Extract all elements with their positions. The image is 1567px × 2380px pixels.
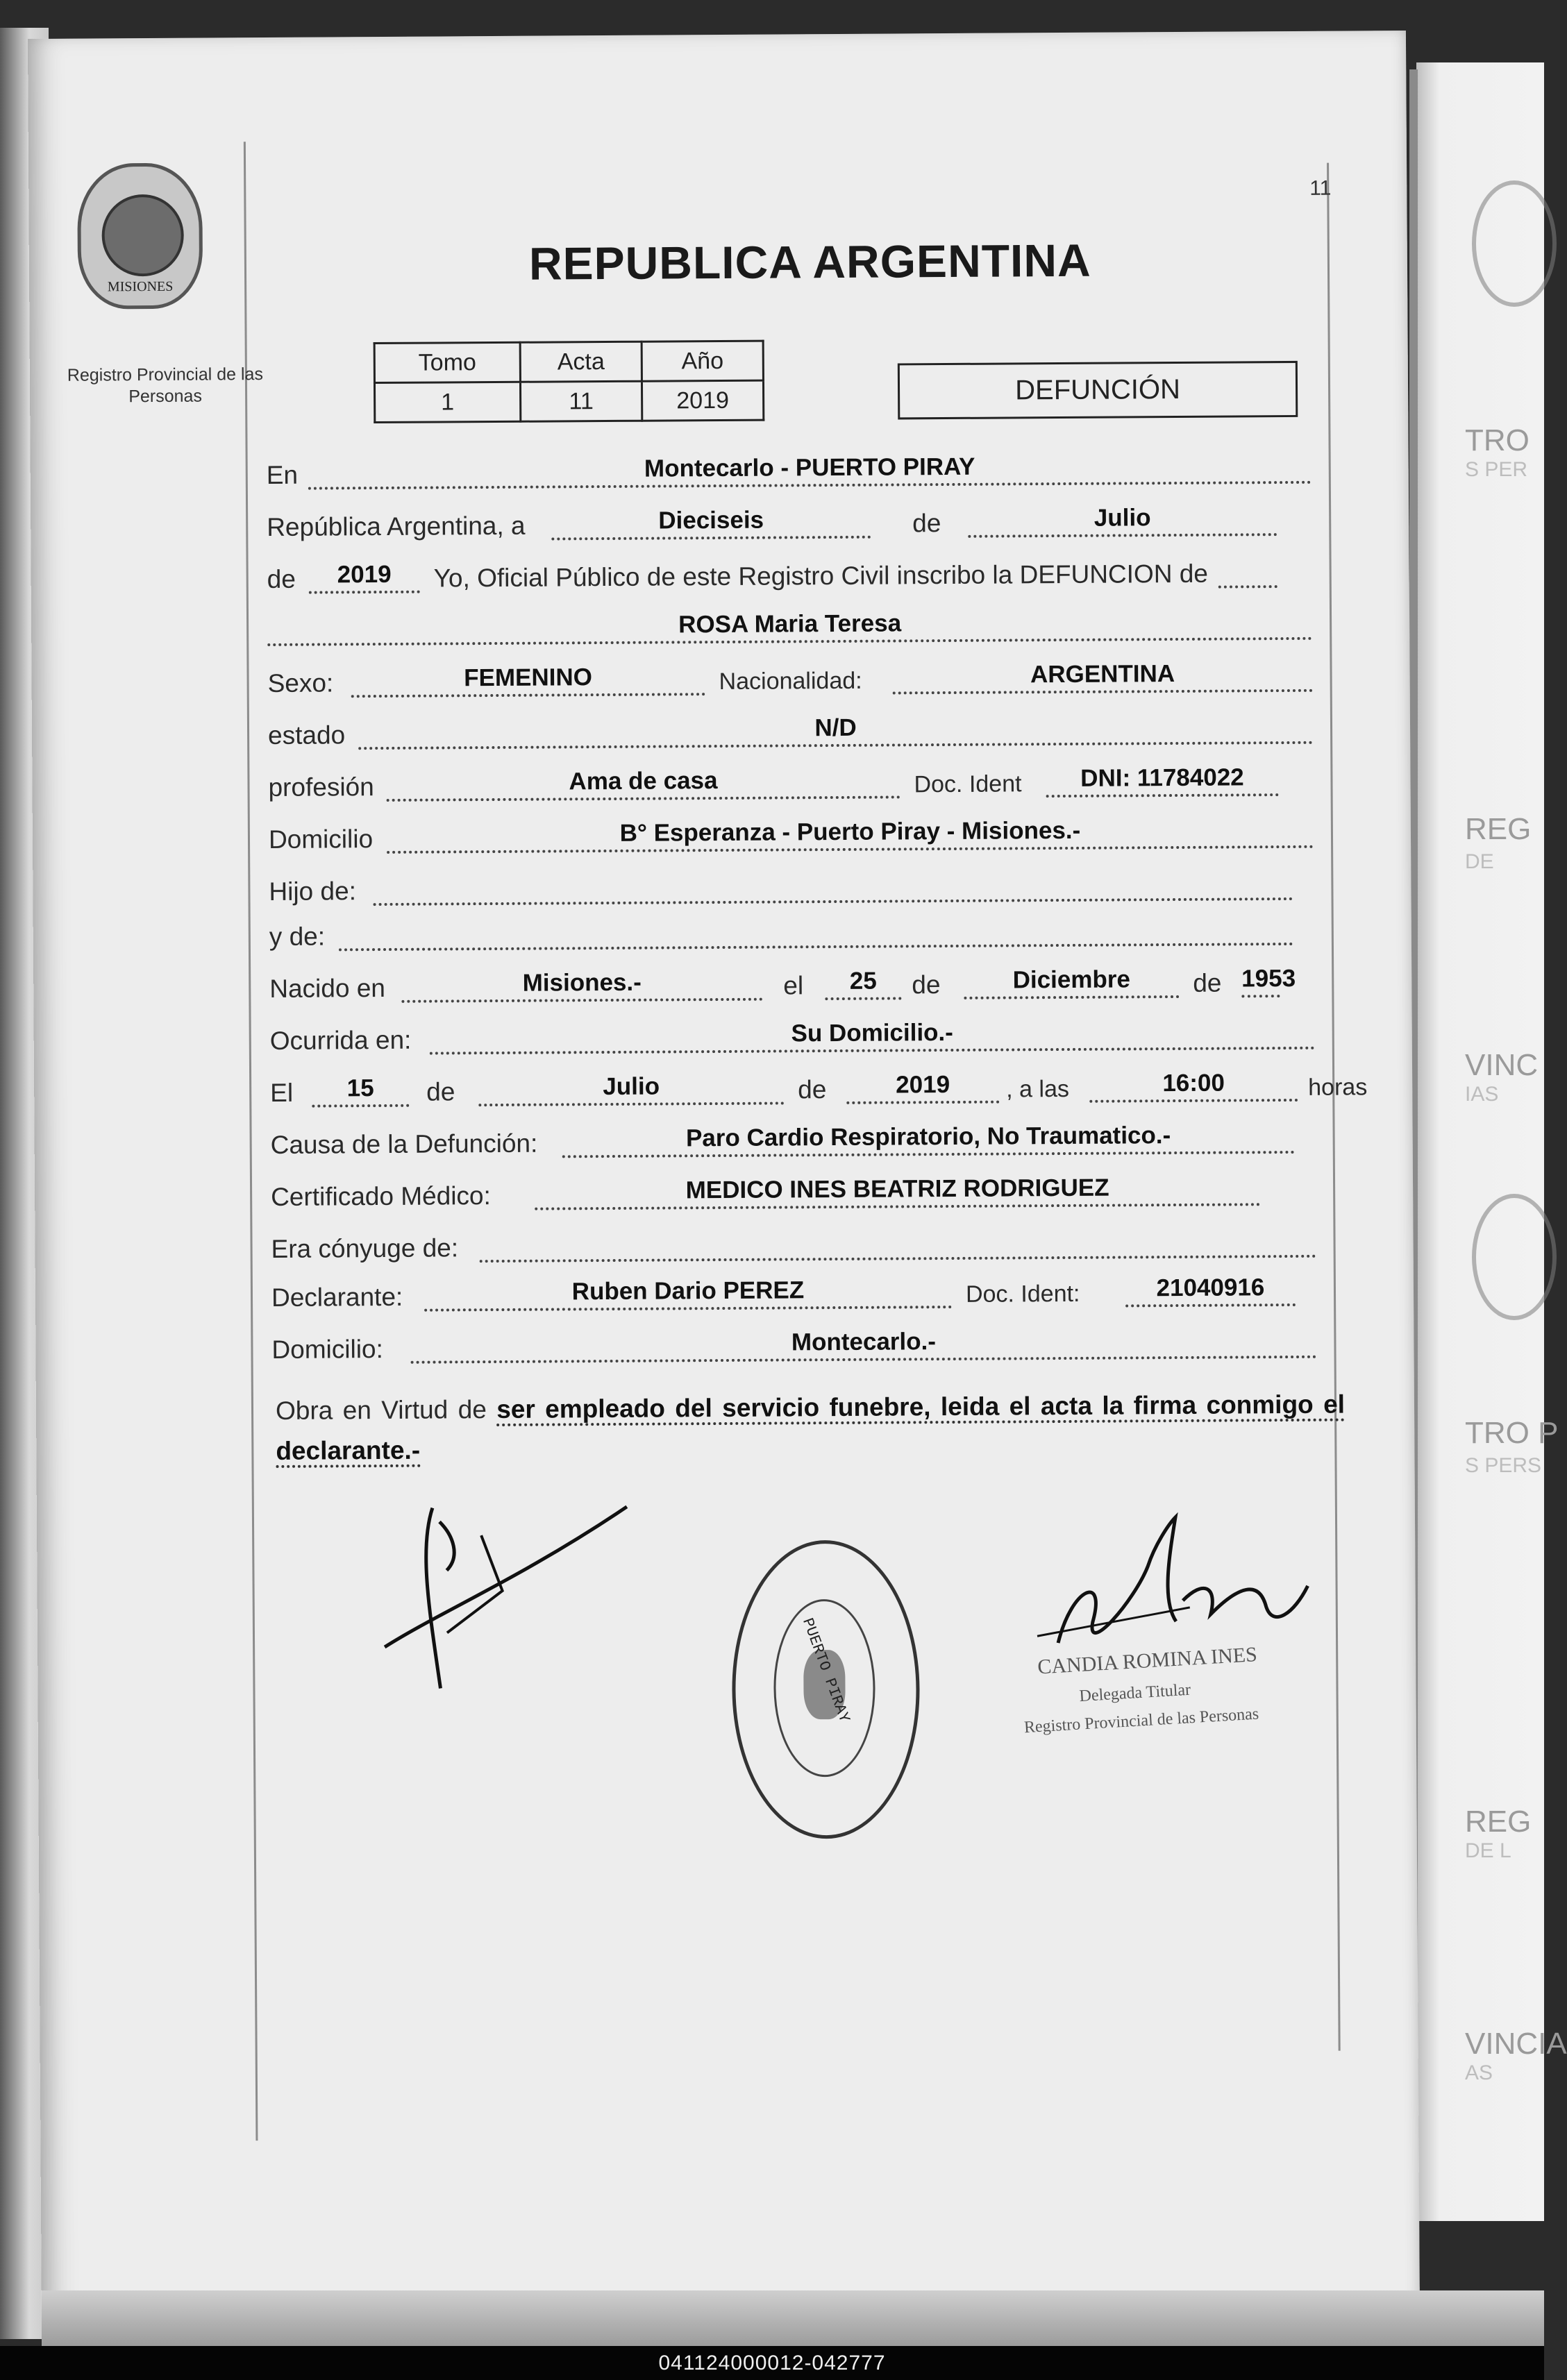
field-nacionalidad: ARGENTINA <box>892 657 1312 695</box>
field-death-year: 2019 <box>846 1069 999 1104</box>
row-domicilio2 <box>271 1315 1316 1370</box>
row-nacido <box>269 954 1314 1009</box>
page-number: 11 <box>1309 176 1332 200</box>
label-de: de <box>798 1075 827 1104</box>
province-coat-of-arms-icon <box>77 163 203 310</box>
field-hijo <box>373 866 1293 906</box>
certificate-page <box>28 31 1420 2329</box>
official-office: Registro Provincial de las Personas <box>1023 1705 1259 1737</box>
label-republica: República Argentina, a <box>267 511 526 542</box>
field-month: Julio <box>968 501 1277 538</box>
declarant-signature <box>342 1493 635 1703</box>
row-declarante <box>271 1263 1316 1318</box>
official-stamp <box>731 1539 921 1839</box>
coat-of-arms-emblem <box>101 194 184 277</box>
document-id: 041124000012-042777 <box>658 2352 886 2374</box>
label-en: En <box>266 460 299 490</box>
record-type-box: DEFUNCIÓN <box>898 361 1298 420</box>
row-estado <box>268 701 1313 756</box>
row-death-date <box>270 1058 1368 1113</box>
document-title: REPUBLICA ARGENTINA <box>528 234 1091 289</box>
margin-line-left <box>244 142 258 2141</box>
field-nacido: Misiones.- <box>401 966 762 1003</box>
label-horas: horas <box>1308 1074 1368 1101</box>
field-declarante-doc: 21040916 <box>1125 1272 1296 1307</box>
row-conyuge <box>271 1215 1316 1269</box>
field-day: Dieciseis <box>551 504 871 541</box>
under-page-text: VINCIA <box>1465 2027 1567 2061</box>
under-page-text: DE <box>1465 850 1494 873</box>
field-year: 2019 <box>309 559 420 594</box>
official-title: Delegada Titular <box>1078 1680 1191 1706</box>
field-domicilio: B° Esperanza - Puerto Piray - Misiones.- <box>387 813 1314 854</box>
registry-label: Registro Provincial de las Personas <box>67 364 264 407</box>
label-yde: y de: <box>269 922 326 951</box>
label-de: de <box>912 970 941 999</box>
record-table-header: Año <box>642 341 763 381</box>
record-table <box>374 340 765 423</box>
field-birth-year: 1953 <box>1241 963 1280 997</box>
obra-value: ser empleado del servicio funebre, leida el acta la firma conmigo el declarante.- <box>276 1390 1345 1468</box>
under-page-text: DE L <box>1465 1839 1511 1862</box>
row-ocurrida <box>270 1006 1315 1061</box>
stamp-center-text: PUERTO PIRAY <box>798 1615 853 1725</box>
label-certificado: Certificado Médico: <box>271 1181 491 1211</box>
label-nacido: Nacido en <box>269 973 386 1003</box>
obra-paragraph <box>276 1385 1346 1471</box>
row-profesion <box>268 753 1313 808</box>
field-sexo: FEMENINO <box>351 661 705 698</box>
record-table-cell: 1 <box>374 382 520 422</box>
row-certificado <box>271 1163 1316 1217</box>
label-nacionalidad: Nacionalidad: <box>719 667 862 695</box>
row-en <box>267 441 1312 496</box>
label-el: el <box>783 971 804 1000</box>
record-table-cell: 11 <box>520 381 642 421</box>
label-domicilio: Domicilio <box>268 825 374 854</box>
row-sexo <box>267 649 1312 704</box>
label-declarante: Declarante: <box>271 1282 403 1312</box>
row-date <box>267 493 1312 548</box>
field-ocurrida: Su Domicilio.- <box>430 1015 1315 1055</box>
row-domicilio <box>269 805 1314 860</box>
field-doc-ident: DNI: 11784022 <box>1046 761 1278 797</box>
label-de: de <box>1193 968 1222 997</box>
margin-line-right <box>1327 163 1341 2051</box>
under-page-logo-icon <box>1472 1194 1557 1320</box>
under-page-text: IAS <box>1465 1083 1499 1106</box>
field-death-time: 16:00 <box>1089 1067 1298 1103</box>
under-page-text: S PER <box>1465 458 1528 481</box>
field-domicilio2: Montecarlo.- <box>410 1324 1316 1364</box>
label-estado: estado <box>267 720 346 750</box>
under-page-text: REG <box>1465 1805 1532 1839</box>
row-oficial <box>267 545 1312 600</box>
record-table-header: Acta <box>520 341 642 382</box>
row-yde <box>269 902 1314 957</box>
label-causa: Causa de la Defunción: <box>270 1129 538 1159</box>
field-death-month: Julio <box>478 1070 784 1106</box>
under-page-text: AS <box>1465 2061 1493 2084</box>
under-page-logo-icon <box>1472 180 1557 307</box>
label-hijo: Hijo de: <box>269 877 357 906</box>
field-profesion: Ama de casa <box>386 763 900 802</box>
label-conyuge: Era cónyuge de: <box>271 1233 459 1263</box>
book-bottom-edge <box>42 2290 1544 2346</box>
label-de: de <box>912 509 941 538</box>
label-doc-ident: Doc. Ident: <box>965 1280 1080 1308</box>
underlying-page <box>1416 62 1567 2221</box>
label-ocurrida: Ocurrida en: <box>269 1025 412 1055</box>
under-page-text: VINC <box>1465 1048 1539 1082</box>
record-table-header: Tomo <box>374 342 520 382</box>
under-page-text: REG <box>1465 812 1532 846</box>
under-page-text: S PERS <box>1465 1454 1542 1477</box>
field-death-day: 15 <box>312 1072 409 1108</box>
field-yde <box>339 911 1293 951</box>
field-blank <box>1218 553 1277 589</box>
under-page-text: TRO <box>1465 423 1530 457</box>
under-page-text: TRO P <box>1465 1416 1559 1450</box>
oficial-text: Yo, Oficial Público de este Registro Civil inscribo la DEFUNCION de <box>433 559 1209 593</box>
field-birth-day: 25 <box>825 965 901 1000</box>
obra-prefix: Obra en Virtud de <box>275 1395 487 1425</box>
label-doc-ident: Doc. Ident <box>914 770 1022 798</box>
field-causa: Paro Cardio Respiratorio, No Traumatico.- <box>562 1119 1294 1158</box>
label-de: de <box>267 564 296 594</box>
label-sexo: Sexo: <box>267 668 334 698</box>
row-name <box>267 597 1312 652</box>
field-estado: N/D <box>358 709 1313 750</box>
label-el: El <box>270 1078 294 1107</box>
field-deceased-name: ROSA Maria Teresa <box>267 605 1312 646</box>
field-birth-month: Diciembre <box>964 963 1179 999</box>
record-table-cell: 2019 <box>642 380 763 421</box>
row-causa <box>270 1111 1315 1165</box>
field-certificado: MEDICO INES BEATRIZ RODRIGUEZ <box>535 1171 1260 1210</box>
field-conyuge <box>479 1223 1316 1263</box>
field-place: Montecarlo - PUERTO PIRAY <box>308 449 1312 490</box>
label-profesion: profesión <box>268 773 374 802</box>
field-declarante: Ruben Dario PEREZ <box>424 1274 952 1312</box>
label-domicilio: Domicilio: <box>271 1335 383 1364</box>
label-de: de <box>426 1077 455 1106</box>
official-name: CANDIA ROMINA INES <box>1037 1643 1258 1679</box>
label-a-las: , a las <box>1006 1075 1070 1103</box>
seal-word: MISIONES <box>107 278 174 295</box>
